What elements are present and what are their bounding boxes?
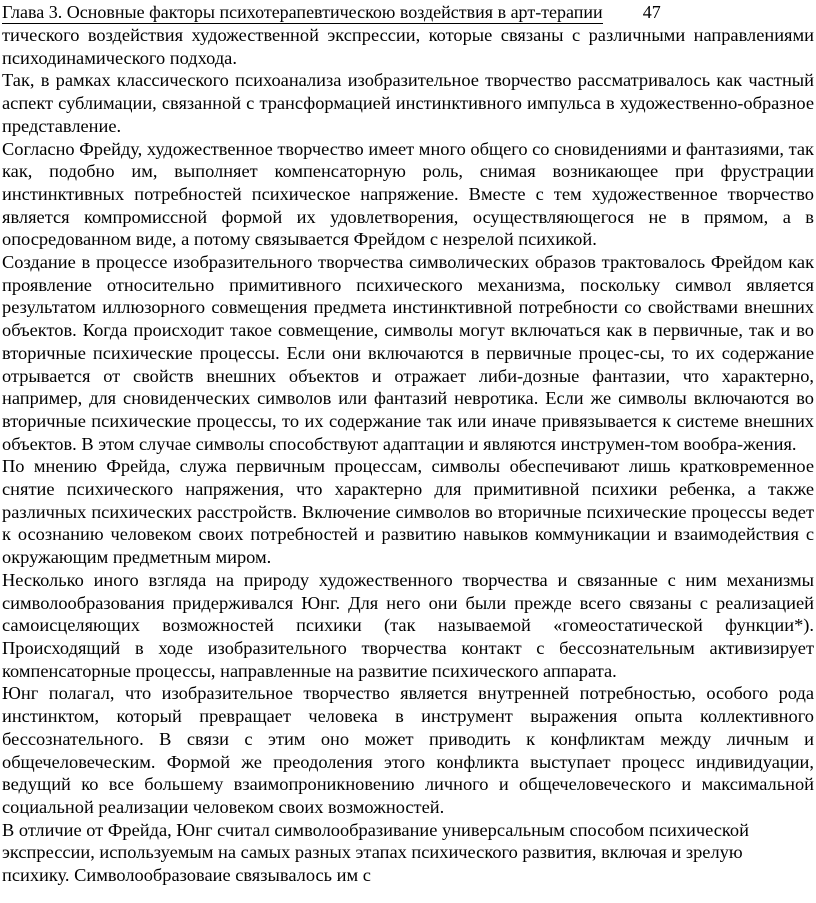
paragraph: В отличие от Фрейда, Юнг считал символообразивание универсальным способом психической экспрессии, используемым на самых разных этапах психического развития, включая и зрелую психику. Символообразоваие связывалось им с (2, 819, 749, 886)
body-text (2, 24, 814, 887)
chapter-title: Глава 3. Основные факторы психотерапевтическою воздействия в арт-терапии (2, 2, 603, 22)
paragraph: Юнг полагал, что изобразительное творчество является внутренней потребностью, особого рода инстинктом, который превращает человека в инструмент выражения опыта коллективного бессознательного. В связи с этим оно может приводить к конфликтам между личным и общечеловеческим. Формой же преодоления этого конфликта выступает процесс индивидуации, ведущий ко все большему взаимопроникновению личного и общечеловеческого и максимальной социальной реализации человеком своих возможностей. (2, 683, 814, 817)
paragraph: Создание в процессе изобразительного творчества символических образов трактовалось Фрейдом как проявление относительно примитивного психического механизма, поскольку символ является результатом иллюзорного совмещения предмета инстинктивной потребности со свойствами внешних объектов. Когда происходит такое совмещение, символы могут включаться как в первичные, так и во вторичные психические процессы. Если они включаются в первичные процес-сы, то их содержание отрывается от свойств внешних объектов и отражает либи-дозные фантазии, что характерно, например, для сновиденческих символов или фантазий невротика. Если же символы включаются во вторичные психические процессы, то их содержание так или иначе привязывается к системе внешних объектов. В этом случае символы способствуют адаптации и являются инструмен-том вообра-жения. (2, 252, 814, 454)
document-page (2, 0, 814, 887)
paragraph: тического воздействия художественной экспрессии, которые связаны с различными направлениями психодинамического подхода. (2, 25, 814, 68)
paragraph: Так, в рамках классического психоанализа изобразительное творчество рассматривалось как частный аспект сублимации, связанной с трансформацией инстинктивного импульса в художественно-образное представление. (2, 70, 814, 136)
paragraph: Несколько иного взгляда на природу художественного творчества и связанные с ним механизмы символообразования придерживался Юнг. Для него они были прежде всего связаны с реализацией самоисцеляющих возможностей психики (так называемой «гомеостатической функции*). Происходящий в ходе изобразительного творчества контакт с бессознательным активизирует компенсаторные процессы, направленные на развитие психического аппарата. (2, 569, 814, 681)
running-header (2, 0, 814, 24)
paragraph: Согласно Фрейду, художественное творчество имеет много общего со сновидениями и фантазиями, так как, подобно им, выполняет компенсаторную роль, снимая возникающее при фрустрации инстинктивных потребностей психическое напряжение. Вместе с тем художественное творчество является компромиссной формой их удовлетворения, осуществляющегося не в прямом, а в опосредованном виде, а потому связывается Фрейдом с незрелой психикой. (2, 138, 814, 250)
paragraph: По мнению Фрейда, служа первичным процессам, символы обеспечивают лишь кратковременное снятие психического напряжения, что характерно для примитивной психики ребенка, а также различных психических расстройств. Включение символов во вторичные психические процессы ведет к осознанию человеком своих потребностей и развитию навыков коммуникации и взаимодействия с окружающим предметным миром. (2, 456, 814, 568)
page-number: 47 (642, 2, 661, 22)
